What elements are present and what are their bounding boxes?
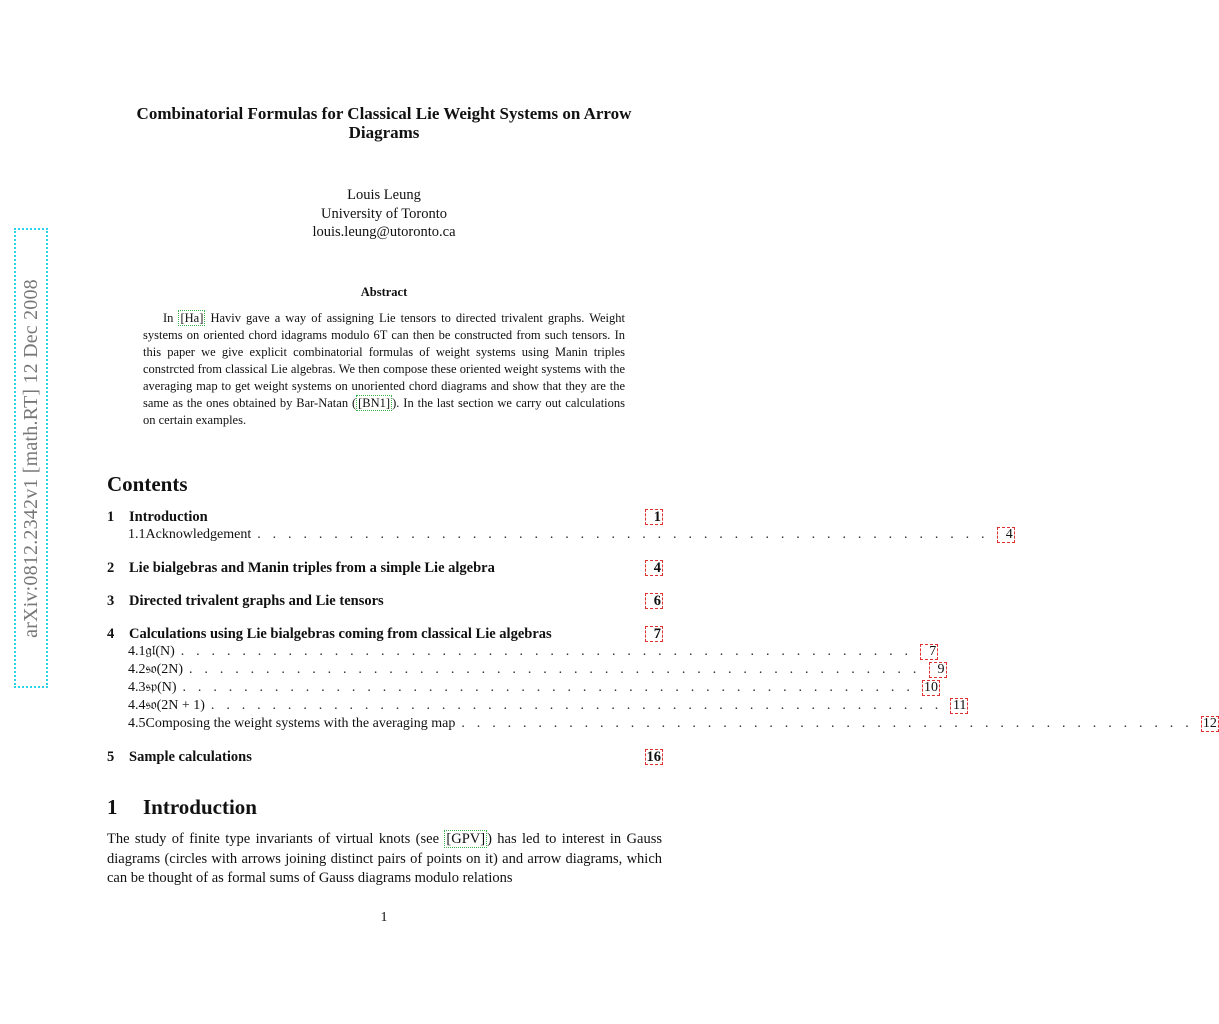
author-block — [108, 186, 660, 242]
toc-entry-number: 4.5 — [128, 716, 146, 731]
toc-entry-number: 1.1 — [128, 527, 146, 542]
toc-page-link[interactable]: 12 — [1202, 716, 1217, 731]
toc-page-link[interactable]: 6 — [645, 593, 663, 609]
toc-entry-number: 1 — [107, 509, 115, 525]
toc-entry[interactable] — [107, 680, 939, 698]
toc-page-link[interactable]: 11 — [950, 698, 968, 714]
intro-text-1: The study of finite type invariants of virtual knots (see — [107, 831, 445, 847]
author-affiliation: University of Toronto — [321, 205, 447, 222]
toc-entry-number: 4.2 — [128, 662, 146, 677]
toc-entry[interactable] — [107, 698, 967, 716]
author-email: louis.leung@utoronto.ca — [312, 224, 456, 240]
toc-page-link[interactable]: 16 — [646, 749, 661, 765]
toc-entry[interactable] — [107, 716, 1217, 734]
toc-entry-title: 𝔤𝔩(N) — [145, 644, 175, 659]
toc-leader-dots: . . . . . . . . . . . . . . . . . . . . . . . . . . . . . . . . . . . . . . . . . . . . . . . . — [461, 716, 1193, 731]
toc-page-link[interactable]: 10 — [924, 680, 939, 695]
toc-page-link[interactable]: 1 — [645, 509, 663, 525]
toc-entry-title: Lie bialgebras and Manin triples from a simple Lie algebra — [129, 560, 495, 576]
toc-page-link[interactable]: 7 — [920, 644, 938, 660]
page-number: 1 — [380, 910, 388, 925]
table-of-contents — [107, 509, 1217, 767]
toc-leader-dots: . . . . . . . . . . . . . . . . . . . . . . . . . . . . . . . . . . . . . . . . . . . . . . . . — [182, 680, 915, 695]
toc-entry-number: 5 — [107, 749, 115, 765]
section-title: Introduction — [143, 795, 257, 819]
paper-title: Combinatorial Formulas for Classical Lie Weight Systems on Arrow Diagrams — [136, 104, 632, 142]
abstract-text-3: ). In the last section we carry out calculations on certain examples. — [143, 396, 625, 427]
toc-entry[interactable] — [107, 626, 663, 644]
abstract-body — [143, 310, 625, 429]
toc-page-link[interactable]: 7 — [645, 626, 663, 642]
toc-entry[interactable] — [107, 593, 663, 611]
toc-page-link[interactable]: 4 — [997, 527, 1015, 543]
toc-entry-title: 𝔰𝔭(N) — [145, 680, 177, 695]
toc-entry[interactable] — [107, 509, 663, 527]
toc-entry-title: Composing the weight systems with the averaging map — [145, 716, 456, 731]
citation-link-ha[interactable]: [Ha] — [180, 311, 204, 325]
toc-entry-title: Calculations using Lie bialgebras coming from classical Lie algebras — [129, 626, 552, 642]
arxiv-id: arXiv:0812.2342v1 [math.RT] 12 Dec 2008 — [19, 278, 42, 638]
section-number: 1 — [107, 795, 118, 819]
intro-text-2: ) has led to interest in Gauss diagrams (circles with arrows joining distinct pairs of points on it) and arrow diagrams, which can be thought of as formal sums of Gauss diagrams modulo relations — [107, 831, 662, 886]
toc-leader-dots: . . . . . . . . . . . . . . . . . . . . . . . . . . . . . . . . . . . . . . . . . . . . . . . . — [257, 527, 989, 542]
toc-entry-title: Introduction — [129, 509, 208, 525]
toc-leader-dots: . . . . . . . . . . . . . . . . . . . . . . . . . . . . . . . . . . . . . . . . . . . . . . . . — [210, 698, 943, 713]
toc-entry[interactable] — [107, 749, 663, 767]
toc-entry-number: 2 — [107, 560, 115, 576]
toc-entry-title: 𝔰𝔬(2N + 1) — [145, 698, 205, 713]
toc-leader-dots: . . . . . . . . . . . . . . . . . . . . . . . . . . . . . . . . . . . . . . . . . . . . . . . . — [180, 644, 913, 659]
introduction-paragraph — [107, 830, 662, 889]
toc-entry-number: 4.3 — [128, 680, 146, 695]
toc-entry-title: Directed trivalent graphs and Lie tensors — [129, 593, 384, 609]
toc-entry-number: 4 — [107, 626, 115, 642]
toc-entry-number: 3 — [107, 593, 115, 609]
toc-entry[interactable] — [107, 527, 1013, 545]
abstract-heading: Abstract — [360, 285, 408, 299]
toc-entry[interactable] — [107, 644, 937, 662]
contents-heading: Contents — [107, 472, 188, 496]
toc-entry-title: Acknowledgement — [145, 527, 252, 542]
toc-entry-title: Sample calculations — [129, 749, 252, 765]
toc-entry-title: 𝔰𝔬(2N) — [145, 662, 184, 677]
citation-link-bn1[interactable]: [BN1] — [358, 396, 391, 410]
toc-leader-dots: . . . . . . . . . . . . . . . . . . . . . . . . . . . . . . . . . . . . . . . . . . . . . . . . — [189, 662, 921, 677]
toc-page-link[interactable]: 9 — [929, 662, 947, 678]
arxiv-stamp — [14, 228, 48, 688]
abstract-text-2: Haviv gave a way of assigning Lie tensors to directed trivalent graphs. Weight systems on oriented chord idagrams modulo 6T can then be constructed from such tensors. In this paper we give explicit combinatorial formulas of weight systems using Manin triples constrcted from classical Lie algebras. We then compose these oriented weight systems with the averaging map to get weight systems on unoriented chord diagrams and show that they are the same as the ones obtained by Bar-Natan ( — [143, 311, 625, 410]
toc-entry-number: 4.1 — [128, 644, 146, 659]
abstract-text-1: In — [163, 311, 179, 325]
toc-entry[interactable] — [107, 662, 945, 680]
section-heading-introduction — [107, 795, 257, 820]
author-name: Louis Leung — [347, 187, 421, 203]
citation-link-gpv[interactable]: [GPV] — [446, 831, 486, 847]
toc-entry[interactable] — [107, 560, 663, 578]
toc-page-link[interactable]: 4 — [645, 560, 663, 576]
toc-entry-number: 4.4 — [128, 698, 146, 713]
